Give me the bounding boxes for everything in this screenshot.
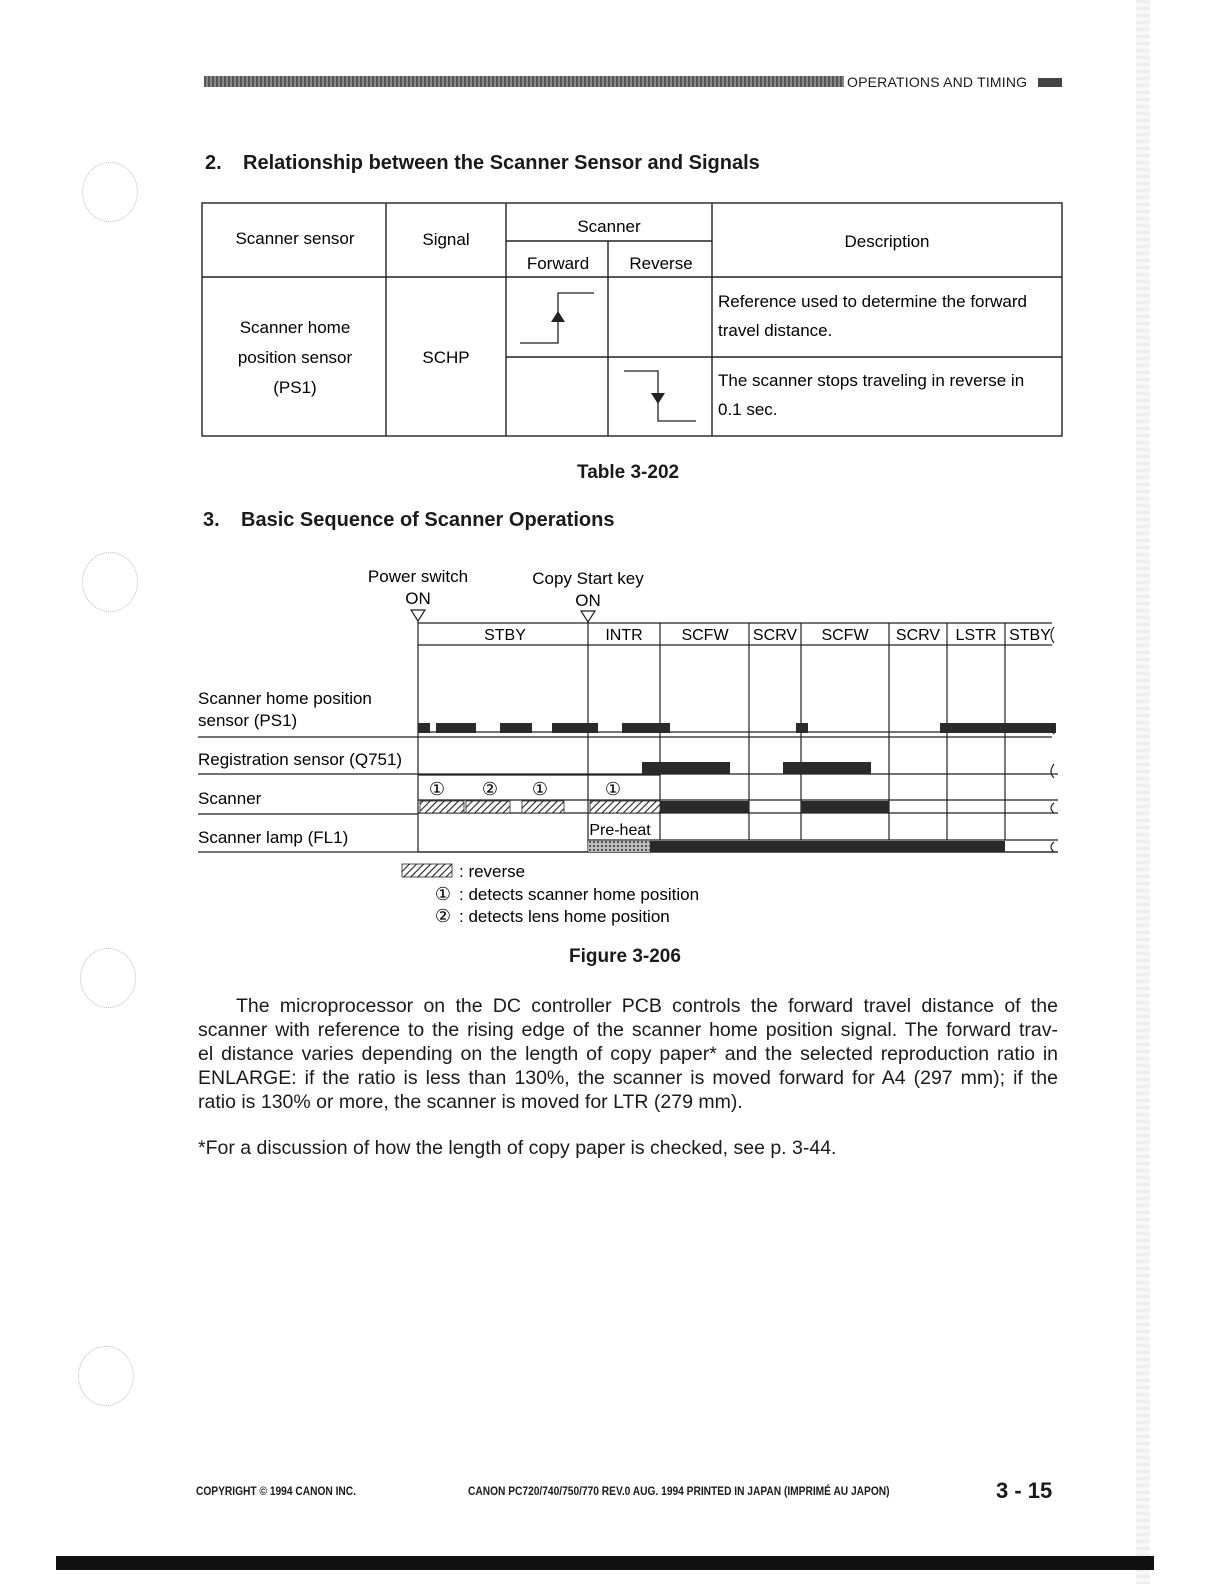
phase-label: SCFW [821, 627, 869, 644]
cell-signal: SCHP [422, 348, 470, 367]
marker-home-icon: ① [428, 779, 446, 799]
legend-reverse-swatch [402, 864, 452, 877]
table-caption: Table 3-202 [577, 462, 680, 483]
header-title: OPERATIONS AND TIMING [847, 74, 1028, 90]
phase-label: INTR [605, 627, 643, 644]
copy-on-marker-icon [581, 611, 595, 622]
scanner-signal [420, 801, 889, 813]
legend-reverse-text: : reverse [459, 862, 526, 881]
copy-start-label: Copy Start key [532, 569, 644, 588]
figure-caption: Figure 3-206 [569, 946, 681, 967]
binder-hole [80, 948, 136, 1008]
th-scanner: Scanner [577, 217, 641, 236]
phase-label: SCFW [681, 627, 729, 644]
page-number: 3 - 15 [996, 1478, 1053, 1503]
phase-label: SCRV [752, 627, 798, 644]
phase-label: LSTR [955, 627, 997, 644]
cell-desc1-line1: Reference used to determine the forward [718, 292, 1028, 311]
th-scanner-sensor: Scanner sensor [235, 229, 355, 248]
phase-label: STBY [1009, 627, 1051, 644]
section-number: 2. [205, 152, 222, 174]
q751-signal [642, 762, 871, 774]
th-forward: Forward [526, 254, 590, 273]
lamp-label: Scanner lamp (FL1) [198, 828, 349, 847]
preheat-label: Pre-heat [589, 822, 651, 839]
section-title: Basic Sequence of Scanner Operations [241, 509, 615, 531]
cell-sensor-line2: position sensor [237, 348, 353, 367]
phase-labels [484, 627, 1051, 644]
scanner-markers [429, 779, 621, 799]
footnote: *For a discussion of how the length of copy paper is checked, see p. 3-44. [198, 1137, 837, 1159]
th-signal: Signal [422, 230, 470, 249]
footer-copyright: COPYRIGHT © 1994 CANON INC. [196, 1484, 356, 1498]
section-title: Relationship between the Scanner Sensor and Signals [243, 152, 760, 174]
lamp-signal [588, 841, 1005, 852]
paragraph-line: ENLARGE: if the ratio is less than 130%, the scanner is moved forward for A4 (297 mm); if the [198, 1067, 1058, 1089]
binder-hole [78, 1346, 134, 1406]
th-description: Description [844, 232, 930, 251]
cell-desc2-line1: The scanner stops traveling in reverse in [718, 371, 1025, 390]
legend-mark1-icon: ① [434, 884, 452, 904]
marker-home-icon: ① [531, 779, 549, 799]
legend-mark2-icon: ② [434, 906, 452, 926]
scan-bottom-edge [56, 1556, 1154, 1570]
phase-label: STBY [484, 627, 526, 644]
phase-label: SCRV [895, 627, 941, 644]
body-paragraph [198, 994, 1058, 1114]
paragraph-line: The microprocessor on the DC controller PCB controls the forward travel distance of the [236, 995, 1058, 1017]
copy-on-label: ON [575, 591, 601, 610]
ps1-label-line1: Scanner home position [198, 689, 372, 708]
scanner-label: Scanner [198, 789, 262, 808]
cell-desc1-line2: travel distance. [718, 321, 833, 340]
paragraph-line: el distance varies depending on the length of copy paper* and the selected reproduction ratio in [198, 1043, 1058, 1065]
paragraph-line: ratio is 130% or more, the scanner is moved for LTR (279 mm). [198, 1091, 743, 1113]
legend-mark2-text: : detects lens home position [459, 907, 670, 926]
power-switch-label: Power switch [367, 567, 469, 586]
footer-edition: CANON PC720/740/750/770 REV.0 AUG. 1994 PRINTED IN JAPAN (IMPRIMÉ AU JAPON) [468, 1484, 890, 1498]
section-number: 3. [203, 509, 220, 531]
power-on-label: ON [405, 589, 431, 608]
cell-sensor-line3: (PS1) [273, 378, 317, 397]
th-reverse: Reverse [629, 254, 693, 273]
ps1-label-line2: sensor (PS1) [198, 711, 298, 730]
paragraph-line: scanner with reference to the rising edge of the scanner home position signal. The forward trav- [198, 1019, 1058, 1041]
marker-lens-icon: ② [481, 779, 499, 799]
cell-sensor-line1: Scanner home [239, 318, 351, 337]
marker-home-icon: ① [604, 779, 622, 799]
cell-desc2-line2: 0.1 sec. [718, 400, 778, 419]
q751-label: Registration sensor (Q751) [198, 750, 403, 769]
legend-mark1-text: : detects scanner home position [459, 885, 700, 904]
power-on-marker-icon [411, 610, 425, 621]
